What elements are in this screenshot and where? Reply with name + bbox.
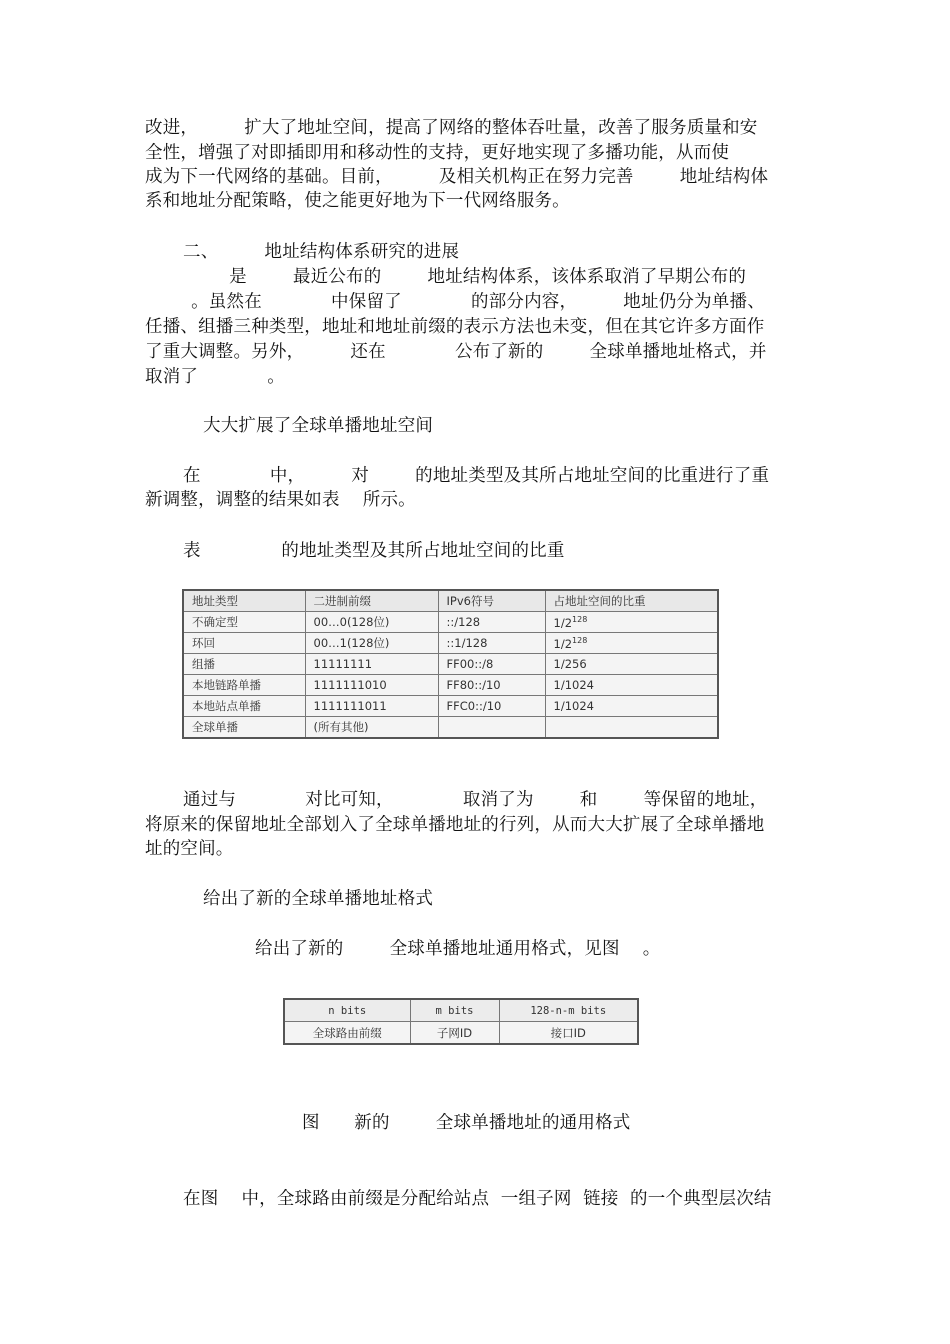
table-cell: FF80::/10 [438,675,545,696]
bits-cell: n bits [284,999,410,1022]
table-cell: 1111111010 [305,675,438,696]
field-cell: 子网ID [410,1022,499,1045]
subheading: 给出了新的全球单播地址格式 [203,889,434,909]
paragraph-line: 取消了 。 [145,367,285,387]
paragraph-line: 将原来的保留地址全部划入了全球单播地址的行列，从而大大扩展了全球单播地 [145,815,765,835]
table-cell: 1/1024 [545,696,718,717]
table-header-row [183,590,718,612]
table-cell [545,717,718,739]
table-cell: 不确定型 [183,612,305,633]
paragraph-line: 。虽然在 中保留了 的部分内容， 地址仍分为单播、 [145,292,765,312]
table-cell: 环回 [183,633,305,654]
fraction-text: 1/2 [553,636,573,651]
global-unicast-format-figure [283,998,639,1045]
table-row [183,717,718,739]
table-cell: ::1/128 [438,633,545,654]
paragraph-line: 改进， 扩大了地址空间，提高了网络的整体吞吐量，改善了服务质量和安 [145,118,758,138]
bits-cell: m bits [410,999,499,1022]
address-type-table [182,589,719,739]
table-row [183,633,718,654]
paragraph-line: 是 最近公布的 地址结构体系，该体系取消了早期公布的 [183,267,747,287]
table-cell: 00…0(128位) [305,612,438,633]
table-cell [545,633,718,654]
table-header-cell: IPv6符号 [438,590,545,612]
section-heading: 二、 地址结构体系研究的进展 [183,242,460,262]
exponent: 128 [572,614,588,624]
paragraph-line: 在图 中，全球路由前缀是分配给站点 一组子网 链接 的一个典型层次结 [183,1189,772,1209]
paragraph-line: 通过与 对比可知， 取消了为 和 等保留的地址， [183,790,768,810]
table-cell: 1111111011 [305,696,438,717]
field-cell: 接口ID [499,1022,638,1045]
table-header-cell: 占地址空间的比重 [545,590,718,612]
paragraph-line: 在 中， 对 的地址类型及其所占地址空间的比重进行了重 [183,466,770,486]
paragraph-line: 址的空间。 [145,839,234,859]
table-cell: 11111111 [305,654,438,675]
table-cell: FF00::/8 [438,654,545,675]
paragraph-line: 成为下一代网络的基础。目前， 及相关机构正在努力完善 地址结构体 [145,167,769,187]
table-header-cell: 地址类型 [183,590,305,612]
paragraph-line: 新调整，调整的结果如表 所示。 [145,490,416,510]
exponent: 128 [572,635,588,645]
paragraph-line: 任播、组播三种类型，地址和地址前缀的表示方法也未变，但在其它许多方面作 [145,317,765,337]
table-cell: FFC0::/10 [438,696,545,717]
table-cell: (所有其他) [305,717,438,739]
bits-row [284,999,638,1022]
figure-caption: 图 新的 全球单播地址的通用格式 [302,1113,631,1133]
table-row [183,654,718,675]
table-cell: 1/256 [545,654,718,675]
paragraph-line: 给出了新的 全球单播地址通用格式，见图 。 [255,939,661,959]
paragraph-line: 系和地址分配策略，使之能更好地为下一代网络服务。 [145,191,570,211]
table-cell: 全球单播 [183,717,305,739]
table-cell [438,717,545,739]
fields-row [284,1022,638,1045]
table-cell: 本地站点单播 [183,696,305,717]
fraction-text: 1/2 [553,615,573,630]
table-cell: 本地链路单播 [183,675,305,696]
subheading: 大大扩展了全球单播地址空间 [203,416,434,436]
field-cell: 全球路由前缀 [284,1022,410,1045]
table-cell [545,612,718,633]
table-row [183,612,718,633]
table-cell: 1/1024 [545,675,718,696]
paragraph-line: 全性，增强了对即插即用和移动性的支持，更好地实现了多播功能，从而使 [145,143,730,163]
table-row [183,696,718,717]
table-cell: ::/128 [438,612,545,633]
table-row [183,675,718,696]
bits-cell: 128-n-m bits [499,999,638,1022]
table-cell: 00…1(128位) [305,633,438,654]
table-cell: 组播 [183,654,305,675]
paragraph-line: 了重大调整。另外， 还在 公布了新的 全球单播地址格式，并 [145,342,767,362]
table-caption: 表 的地址类型及其所占地址空间的比重 [183,541,565,561]
table-header-cell: 二进制前缀 [305,590,438,612]
